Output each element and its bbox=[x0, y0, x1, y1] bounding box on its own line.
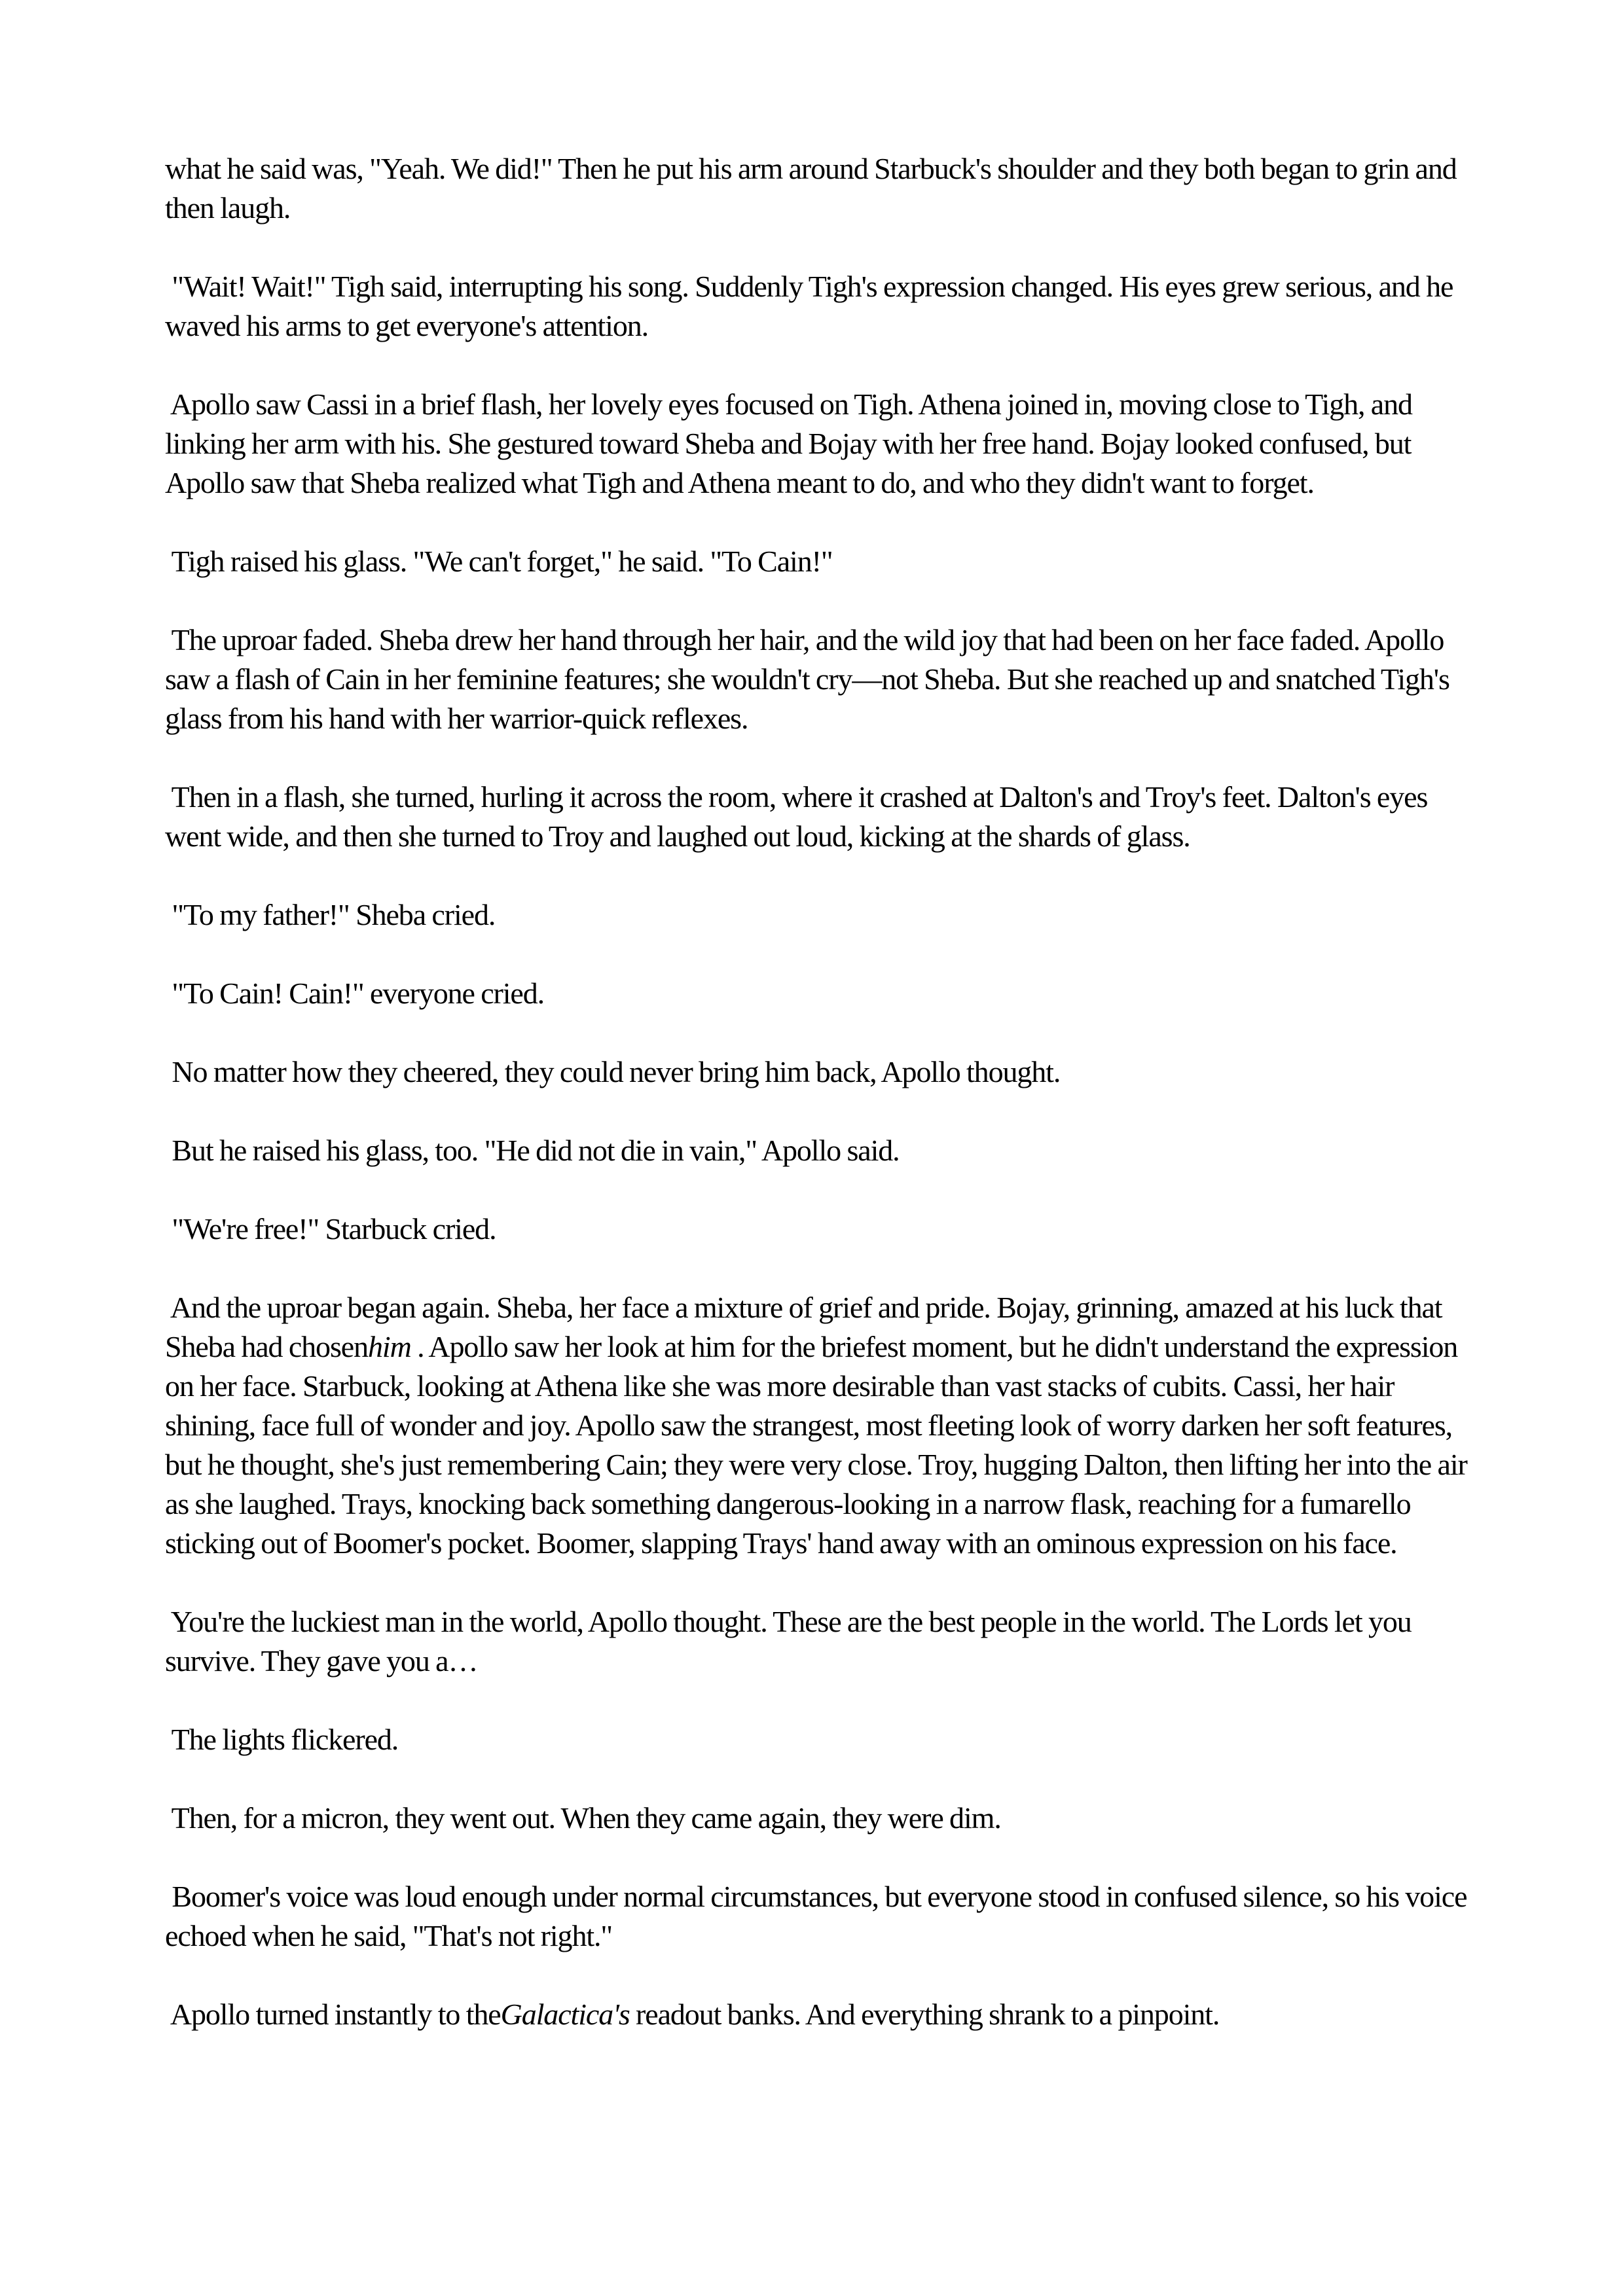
paragraph-indent bbox=[165, 1605, 171, 1638]
paragraph-text: Then in a flash, she turned, hurling it across the room, where it crashed at Dalton's and Troy's feet. Dalton's eyes went wide, and then she turned to Troy and laughed out loud, kicking at the shards of glass. bbox=[165, 780, 1428, 853]
paragraph-indent bbox=[165, 780, 172, 814]
paragraph-indent bbox=[165, 1212, 172, 1246]
paragraph-indent bbox=[165, 1055, 172, 1088]
paragraph-indent bbox=[165, 1134, 172, 1167]
paragraph-indent bbox=[165, 545, 172, 578]
paragraph-text: Then, for a micron, they went out. When they came again, they were dim. bbox=[171, 1801, 1001, 1835]
paragraph-text: But he raised his glass, too. "He did not die in vain," Apollo said. bbox=[172, 1134, 900, 1167]
paragraph-indent bbox=[165, 977, 172, 1010]
paragraph-indent bbox=[165, 1291, 170, 1324]
document-body bbox=[165, 149, 1468, 2034]
paragraph bbox=[165, 1288, 1468, 1563]
paragraph-text: No matter how they cheered, they could never bring him back, Apollo thought. bbox=[172, 1055, 1061, 1088]
paragraph-text: "Wait! Wait!" Tigh said, interrupting his song. Suddenly Tigh's expression changed. His eyes grew serious, and he waved his arms to get everyone's attention. bbox=[165, 270, 1453, 342]
paragraph-text: "We're free!" Starbuck cried. bbox=[172, 1212, 496, 1246]
paragraph-text: And the uproar began again. Sheba, her face a mixture of grief and pride. Bojay, grinning, amazed at his luck that Sheba had chosen bbox=[165, 1291, 1442, 1363]
paragraph-indent bbox=[165, 1880, 172, 1913]
paragraph-indent bbox=[165, 1801, 172, 1835]
paragraph bbox=[165, 1602, 1468, 1681]
paragraph bbox=[165, 1877, 1468, 1956]
paragraph bbox=[165, 267, 1468, 346]
paragraph-text: Tigh raised his glass. "We can't forget," he said. "To Cain!" bbox=[171, 545, 833, 578]
italic-text: Galactica's bbox=[500, 1998, 630, 2031]
paragraph-indent bbox=[165, 1998, 170, 2031]
paragraph-indent bbox=[165, 387, 170, 421]
paragraph-text: "To my father!" Sheba cried. bbox=[172, 898, 496, 931]
paragraph bbox=[165, 542, 1468, 581]
paragraph-indent bbox=[165, 623, 172, 656]
paragraph-text: You're the luckiest man in the world, Apollo thought. These are the best people in the world. The Lords let you survive. They gave you a… bbox=[165, 1605, 1412, 1677]
paragraph-indent bbox=[165, 1723, 172, 1756]
paragraph-indent bbox=[165, 898, 172, 931]
paragraph-text: The uproar faded. Sheba drew her hand through her hair, and the wild joy that had been on her face faded. Apollo saw a flash of Cain in her feminine features; she wouldn't cry—not Sheba. But she reached up and snatched Tigh's glass from his hand with her warrior-quick reflexes. bbox=[165, 623, 1450, 735]
paragraph bbox=[165, 620, 1468, 738]
paragraph bbox=[165, 1052, 1468, 1092]
paragraph-text: "To Cain! Cain!" everyone cried. bbox=[172, 977, 545, 1010]
paragraph-text: Boomer's voice was loud enough under normal circumstances, but everyone stood in confused silence, so his voice echoed when he said, "That's not right." bbox=[165, 1880, 1467, 1952]
paragraph bbox=[165, 149, 1468, 228]
paragraph bbox=[165, 1799, 1468, 1838]
paragraph bbox=[165, 974, 1468, 1013]
paragraph bbox=[165, 1995, 1468, 2034]
paragraph-text: Apollo turned instantly to the bbox=[170, 1998, 501, 2031]
paragraph bbox=[165, 895, 1468, 935]
paragraph bbox=[165, 1131, 1468, 1170]
paragraph bbox=[165, 385, 1468, 503]
paragraph-text: The lights flickered. bbox=[171, 1723, 399, 1756]
paragraph bbox=[165, 1720, 1468, 1759]
paragraph-text: . Apollo saw her look at him for the briefest moment, but he didn't understand the expression on her face. Starbuck, looking at Athena like she was more desirable than vast stacks of cubits. Cassi, her hair shining, face full of wonder and joy. Apollo saw the strangest, most fleeting look of worry darken her soft features, but he thought, she's just remembering Cain; they were very close. Troy, hugging Dalton, then lifting her into the air as she laughed. Trays, knocking back something dangerous-looking in a narrow flask, reaching for a fumarello sticking out of Boomer's pocket. Boomer, slapping Trays' hand away with an ominous expression on his face. bbox=[165, 1330, 1467, 1560]
paragraph-indent bbox=[165, 270, 172, 303]
italic-text: him bbox=[367, 1330, 411, 1363]
paragraph-text: Apollo saw Cassi in a brief flash, her lovely eyes focused on Tigh. Athena joined in, moving close to Tigh, and linking her arm with his. She gestured toward Sheba and Bojay with her free hand. Bojay looked confused, but Apollo saw that Sheba realized what Tigh and Athena meant to do, and who they didn't want to forget. bbox=[165, 387, 1412, 499]
paragraph-text: what he said was, "Yeah. We did!" Then he put his arm around Starbuck's shoulder and they both began to grin and then laugh. bbox=[165, 152, 1457, 224]
paragraph bbox=[165, 778, 1468, 856]
paragraph bbox=[165, 1210, 1468, 1249]
paragraph-text: readout banks. And everything shrank to a pinpoint. bbox=[629, 1998, 1220, 2031]
